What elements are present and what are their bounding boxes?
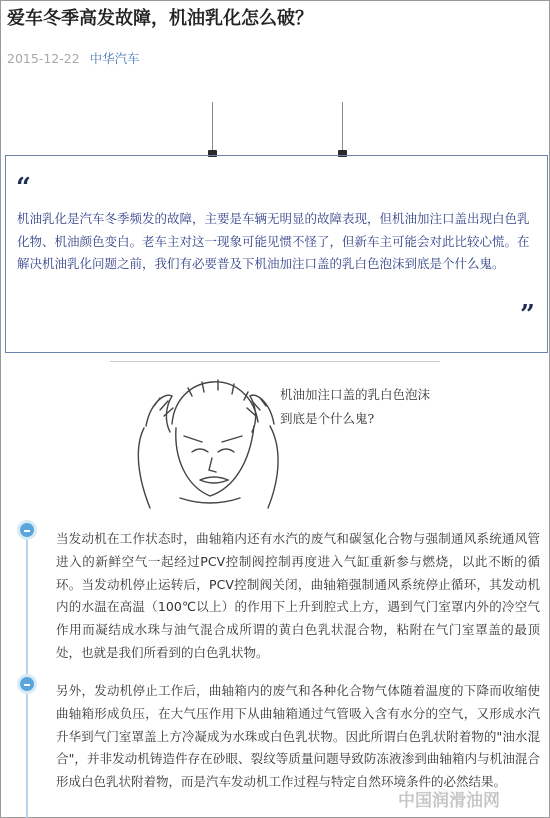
publish-date: 2015-12-22 — [7, 51, 80, 66]
minus-bullet-icon — [17, 520, 37, 540]
open-quote-icon: “ — [16, 173, 31, 203]
article-meta — [7, 51, 140, 67]
illustration-caption-line-2: 到底是个什么鬼? — [280, 411, 375, 426]
timeline-line — [26, 524, 28, 818]
minus-bullet-icon — [17, 674, 37, 694]
close-quote-icon: ” — [520, 300, 535, 330]
paragraph-2: 另外，发动机停止工作后，曲轴箱内的废气和各种化合物气体随着温度的下降而收缩使曲轴箱形成负压，在大气压作用下从曲轴箱通过气管吸入含有水分的空气，又形成水汽升华到气门室罩盖上方冷凝成为水珠或白色乳状物。因此所谓白色乳状附着物的"油水混合"，并非发动机铸造件存在砂眼、裂纹等质量问题导致防冻液渗到曲轴箱内与机油混合形成白色乳状附着物，而是汽车发动机工作过程与特定自然环境条件的必然结果。 — [56, 683, 540, 790]
paragraph-1: 当发动机在工作状态时，曲轴箱内还有水汽的废气和碳氢化合物与强制通风系统通风管进入的新鲜空气一起经过PCV控制阀控制再度进入气缸重新参与燃烧，以此不断的循环。当发动机停止运转后，PCV控制阀关闭，曲轴箱强制通风系统停止循环，其发动机内的水温在高温（100℃以上）的作用下上升到腔式上方，遇到气门室罩内外的冷空气作用而凝结成水珠与油气混合成所谓的黄白色乳状混合物，粘附在气门室罩盖的最顶处，也就是我们所看到的白色乳状物。 — [56, 531, 540, 660]
source-link[interactable]: 中华汽车 — [89, 51, 140, 66]
article-title: 爱车冬季高发故障，机油乳化怎么破？ — [7, 8, 313, 29]
image-divider — [110, 361, 440, 362]
illustration-caption-line-1: 机油加注口盖的乳白色泡沫 — [280, 387, 431, 402]
illustration-caption — [280, 383, 430, 431]
hanging-clip-right — [338, 102, 348, 160]
quote-text: 机油乳化是汽车冬季频发的故障，主要是车辆无明显的故障表现，但机油加注口盖出现白色乳化物、机油颜色变白。老车主对这一现象可能见惯不怪了，但新车主可能会对此比较心慌。在解决机油乳化问题之前，我们有必要普及下机油加注口盖的乳白色泡沫到底是个什么鬼。 — [17, 211, 530, 271]
watermark: 中国润滑油网 — [398, 791, 500, 811]
hanging-clip-left — [208, 102, 218, 160]
